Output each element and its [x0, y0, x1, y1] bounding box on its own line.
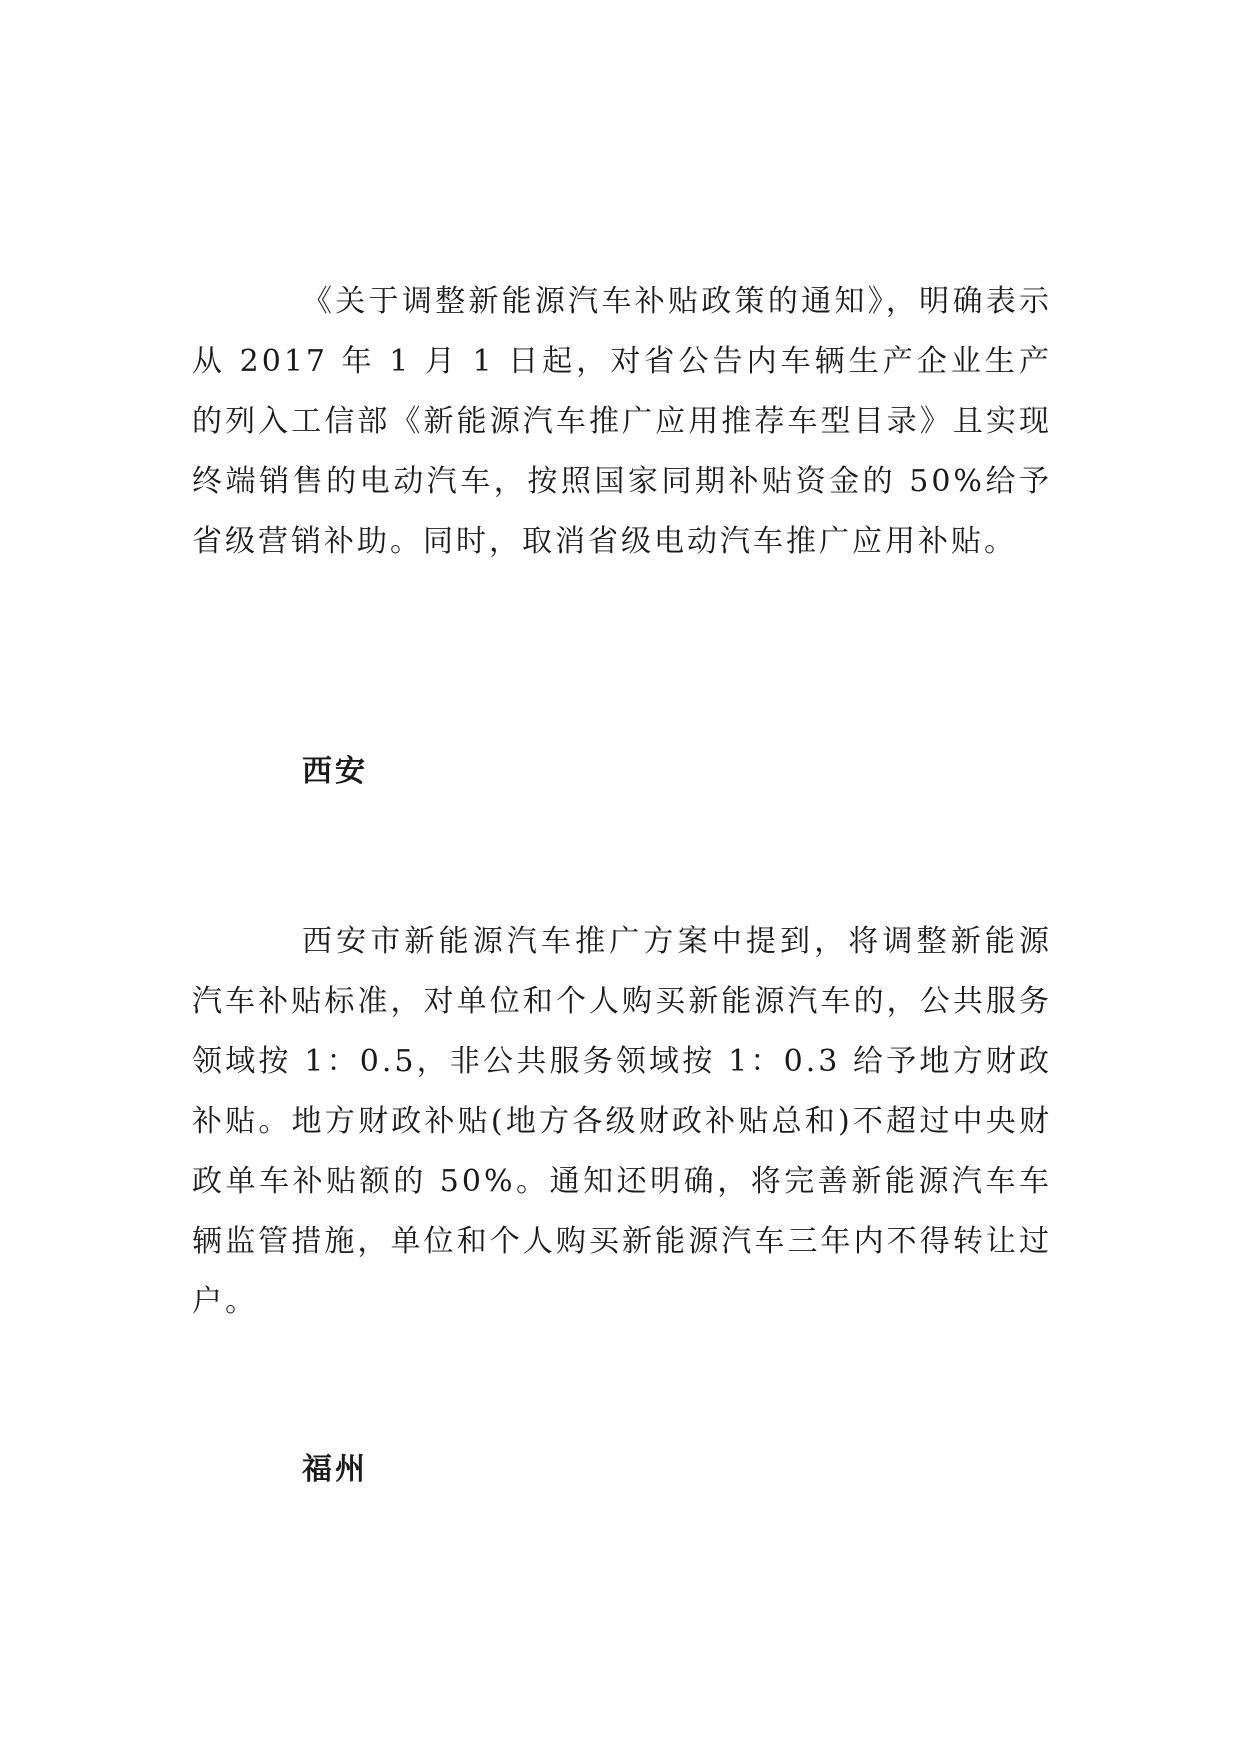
body-paragraph: 《关于调整新能源汽车补贴政策的通知》，明确表示从 2017 年 1 月 1 日起，对省公告内车辆生产企业生产的列入工信部《新能源汽车推广应用推荐车型目录》且实现终端销售的电动汽车，按照国家同期补贴资金的 50%给予省级营销补助。同时，取消省级电动汽车推广应用补贴。	[192, 284, 1052, 559]
body-paragraph: 西安市新能源汽车推广方案中提到，将调整新能源汽车补贴标准，对单位和个人购买新能源汽车的，公共服务领域按 1：0.5，非公共服务领域按 1：0.3 给予地方财政补贴。地方财政补贴(地方各级财政补贴总和)不超过中央财政单车补贴额的 50%。通知还明确，将完善新能源汽车车辆监管措施，单位和个人购买新能源汽车三年内不得转让过户。	[192, 924, 1052, 1319]
section-heading-fuzhou: 福州	[302, 1452, 368, 1487]
section-heading-xian: 西安	[302, 754, 368, 789]
